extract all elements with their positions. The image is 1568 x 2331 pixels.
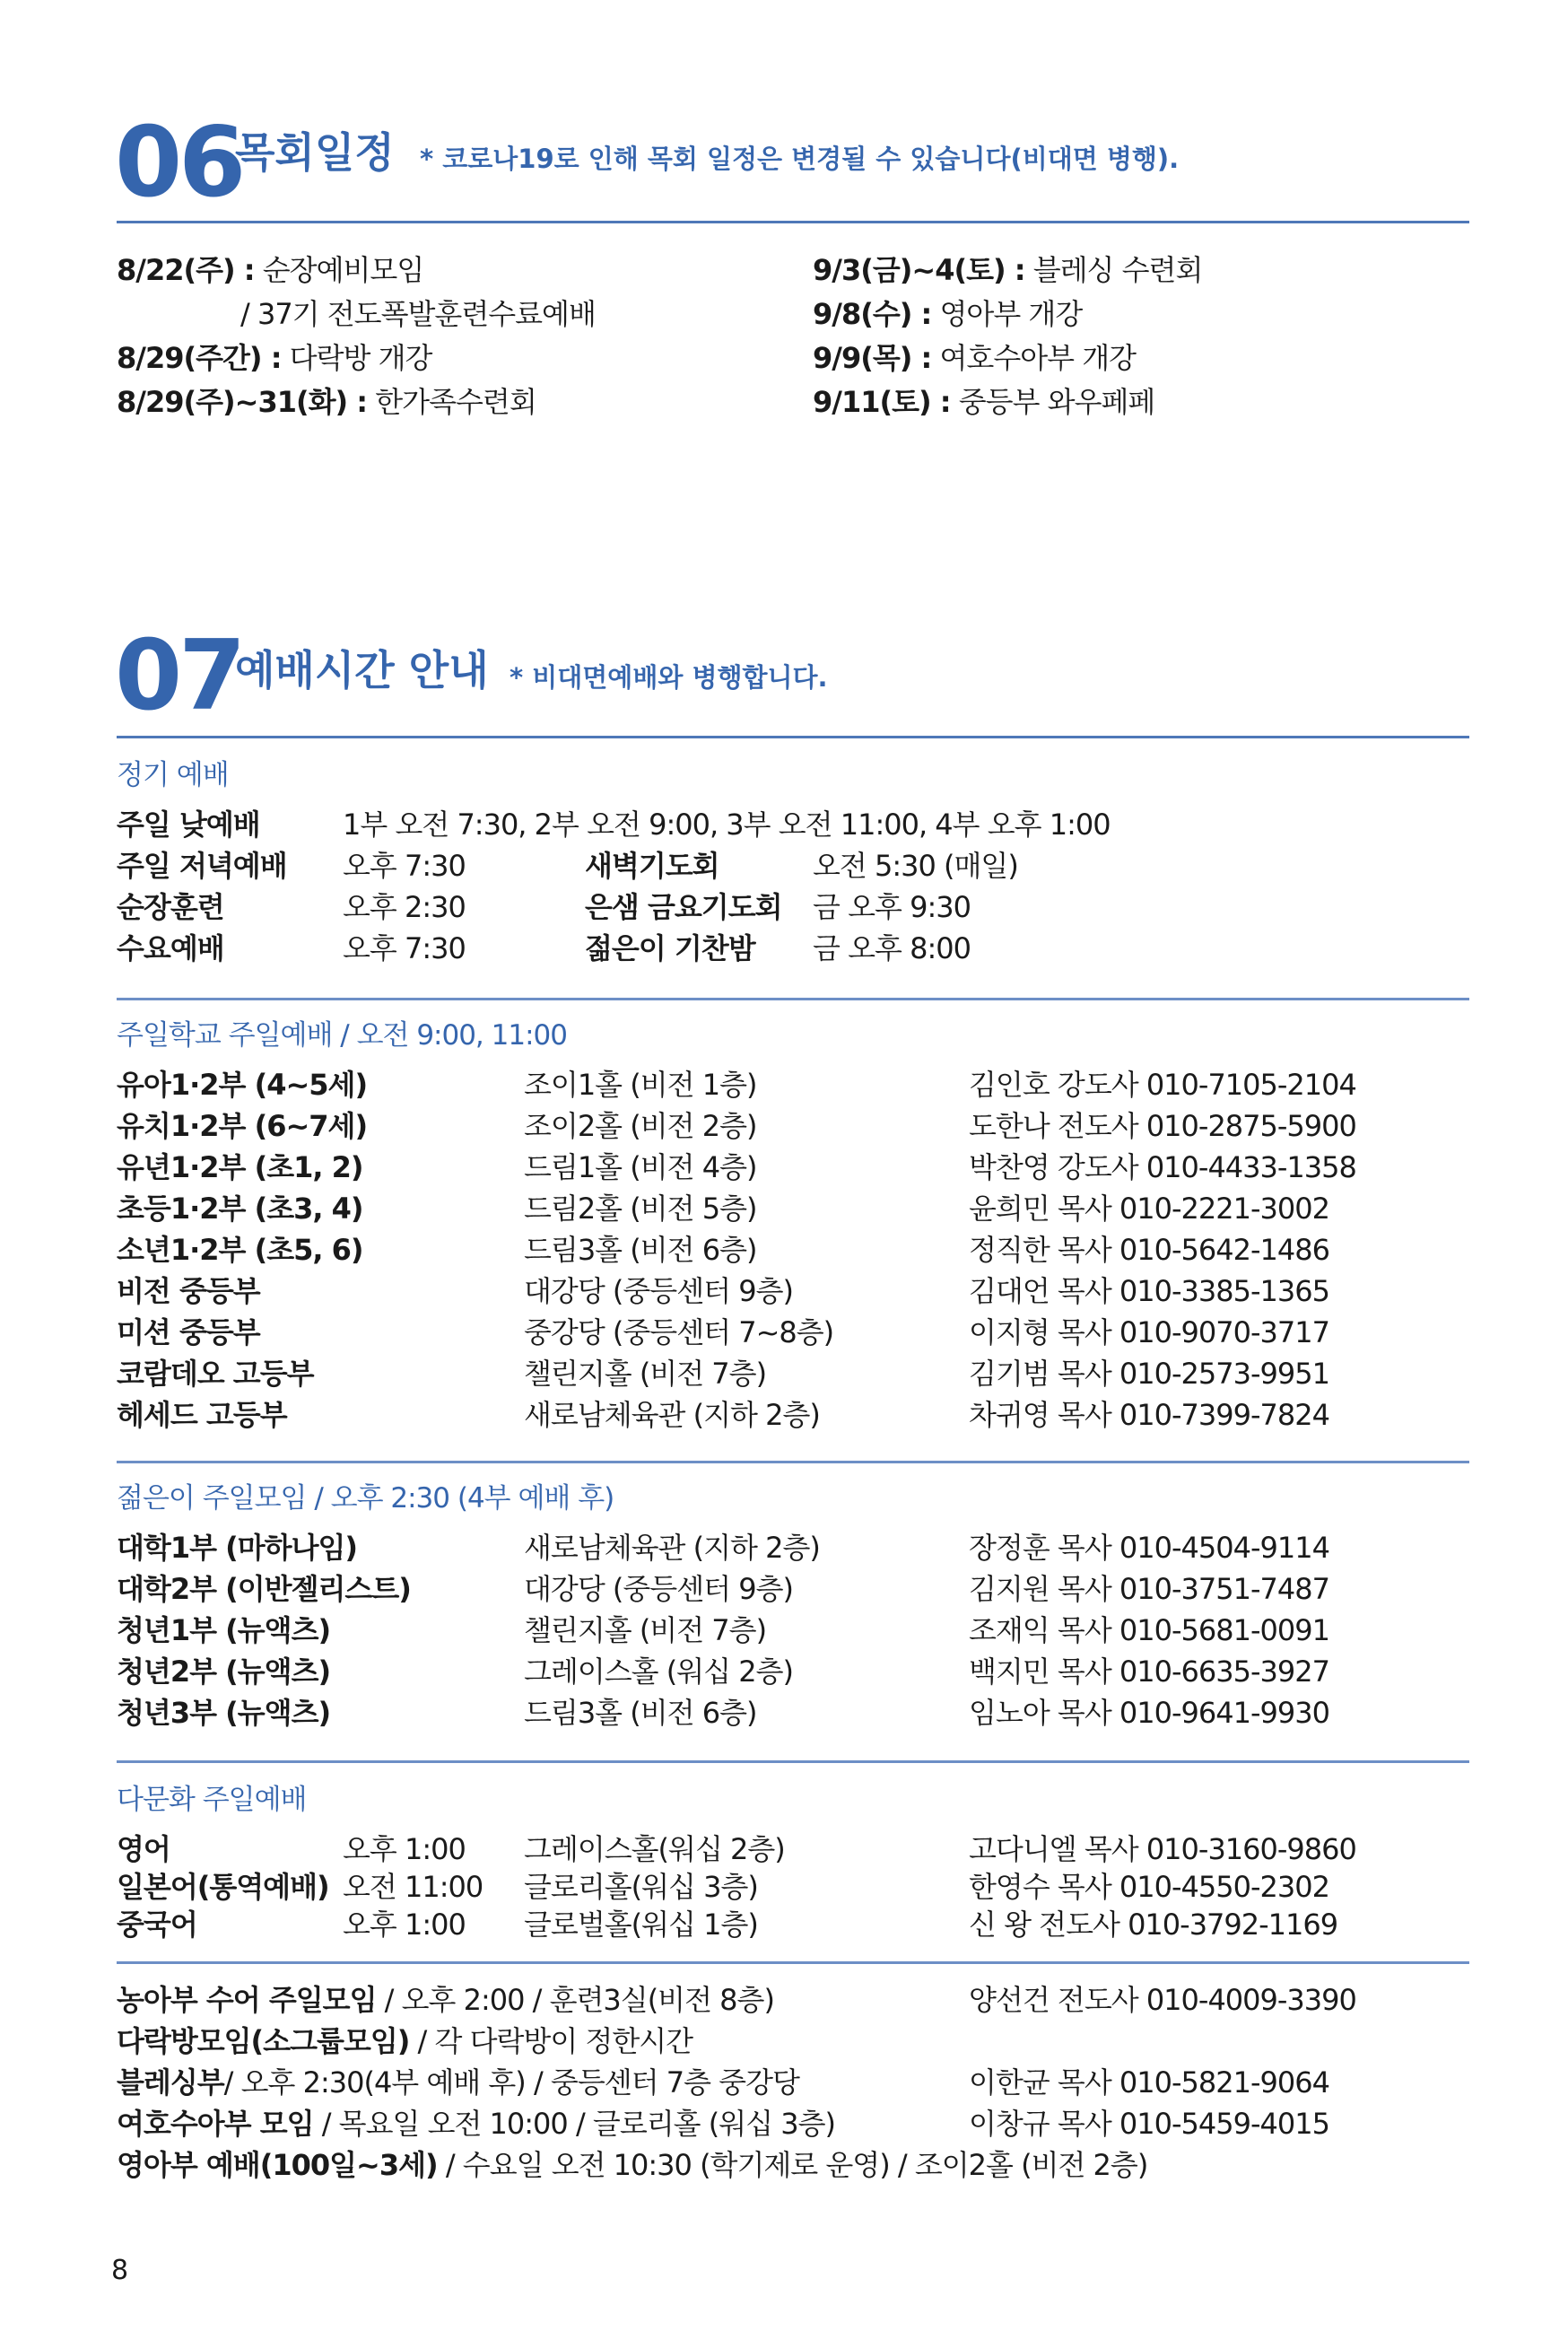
- meeting-place: 그레이스홀 (워십 2층): [524, 1654, 793, 1689]
- schedule-item: [813, 337, 1136, 379]
- section-07-divider: [117, 736, 1469, 738]
- schedule-text: 다락방 개강: [281, 341, 432, 375]
- sunday-school-heading: [117, 1012, 567, 1052]
- regular-worship-heading: 정기 예배: [117, 759, 229, 791]
- schedule-date: 8/29(주간) :: [117, 341, 282, 375]
- meeting-place: 조이2홀 (비전 2층): [524, 1109, 757, 1143]
- meeting-place: 글로리홀(워십 3층): [524, 1870, 758, 1904]
- schedule-text: 한가족수련회: [367, 385, 536, 419]
- schedule-date: 8/22(주) :: [117, 253, 255, 287]
- section-divider: [117, 1461, 1469, 1463]
- schedule-item: [240, 293, 596, 335]
- meeting-place: 조이1홀 (비전 1층): [524, 1068, 757, 1102]
- section-06-divider: [117, 221, 1469, 223]
- section-divider: [117, 1961, 1469, 1964]
- sunday-school-time: / 오전 9:00, 11:00: [332, 1019, 567, 1052]
- worship-time: 오후 1:00: [343, 1908, 466, 1942]
- worship-time: 오전 5:30 (매일): [813, 849, 1018, 883]
- schedule-text: / 37기 전도폭발훈련수료예배: [240, 297, 596, 331]
- contact-info: 임노아 목사 010-9641-9930: [969, 1696, 1329, 1730]
- contact-info: 이지형 목사 010-9070-3717: [969, 1315, 1329, 1349]
- other-meeting-item: [117, 1979, 774, 2021]
- department-name: 청년1부 (뉴액츠): [117, 1613, 331, 1647]
- meeting-place: 챌린지홀 (비전 7층): [524, 1613, 767, 1647]
- worship-name: 은샘 금요기도회: [585, 890, 782, 924]
- meeting-place: 글로벌홀(워십 1층): [524, 1908, 758, 1942]
- schedule-text: 순장예비모임: [254, 253, 424, 287]
- worship-time: 오후 7:30: [343, 931, 466, 965]
- meeting-place: 새로남체육관 (지하 2층): [524, 1531, 820, 1565]
- contact-info: 신 왕 전도사 010-3792-1169: [969, 1908, 1338, 1942]
- department-name: 비전 중등부: [117, 1274, 260, 1308]
- language-name: 영어: [117, 1832, 170, 1866]
- worship-name: 수요예배: [117, 931, 224, 965]
- schedule-item: [117, 249, 423, 291]
- department-name: 대학1부 (마하나임): [117, 1531, 358, 1565]
- contact-info: 도한나 전도사 010-2875-5900: [969, 1109, 1356, 1143]
- worship-time: 오후 1:00: [343, 1832, 466, 1866]
- meeting-detail: / 오후 2:30(4부 예배 후) / 중등센터 7층 중강당: [223, 2065, 799, 2100]
- meeting-place: 드림3홀 (비전 6층): [524, 1696, 757, 1730]
- multicultural-heading: 다문화 주일예배: [117, 1784, 307, 1816]
- department-name: 소년1·2부 (초5, 6): [117, 1233, 363, 1267]
- contact-info: 김인호 강도사 010-7105-2104: [969, 1068, 1356, 1102]
- department-name: 유년1·2부 (초1, 2): [117, 1150, 363, 1184]
- contact-info: 박찬영 강도사 010-4433-1358: [969, 1150, 1356, 1184]
- department-name: 초등1·2부 (초3, 4): [117, 1192, 363, 1226]
- other-meeting-item: [117, 2144, 1147, 2186]
- schedule-date: 9/11(토) :: [813, 385, 951, 419]
- schedule-date: 9/9(목) :: [813, 341, 932, 375]
- section-07-number: 07: [115, 620, 243, 732]
- meeting-name: 여호수아부 모임: [117, 2107, 314, 2141]
- contact-info: 고다니엘 목사 010-3160-9860: [969, 1832, 1356, 1866]
- contact-info: 김지원 목사 010-3751-7487: [969, 1572, 1329, 1606]
- contact-info: 장정훈 목사 010-4504-9114: [969, 1531, 1329, 1565]
- department-name: 유아1·2부 (4~5세): [117, 1068, 368, 1102]
- meeting-place: 중강당 (중등센터 7~8층): [524, 1315, 834, 1349]
- sunday-school-title: 주일학교 주일예배: [117, 1019, 333, 1052]
- contact-info: 정직한 목사 010-5642-1486: [969, 1233, 1329, 1267]
- language-name: 일본어(통역예배): [117, 1870, 329, 1904]
- schedule-item: [117, 381, 536, 423]
- other-meeting-item: [117, 2021, 693, 2062]
- section-06-title: 목회일정: [235, 128, 395, 177]
- schedule-text: 블레싱 수련회: [1024, 253, 1203, 287]
- schedule-item: [813, 249, 1202, 291]
- meeting-place: 드림3홀 (비전 6층): [524, 1233, 757, 1267]
- schedule-item: [813, 293, 1082, 335]
- contact-info: 백지민 목사 010-6635-3927: [969, 1654, 1329, 1689]
- meeting-detail: / 오후 2:00 / 훈련3실(비전 8층): [376, 1983, 774, 2017]
- youth-time: / 오후 2:30 (4부 예배 후): [306, 1482, 614, 1515]
- worship-name: 주일 저녁예배: [117, 849, 287, 883]
- schedule-text: 여호수아부 개강: [931, 341, 1137, 375]
- contact-info: 김대언 목사 010-3385-1365: [969, 1274, 1329, 1308]
- meeting-place: 챌린지홀 (비전 7층): [524, 1357, 767, 1391]
- department-name: 유치1·2부 (6~7세): [117, 1109, 368, 1143]
- department-name: 대학2부 (이반젤리스트): [117, 1572, 411, 1606]
- page-number: 8: [111, 2255, 128, 2286]
- worship-name: 주일 낮예배: [117, 808, 260, 842]
- meeting-detail: / 각 다락방이 정한시간: [409, 2024, 693, 2058]
- meeting-place: 드림1홀 (비전 4층): [524, 1150, 757, 1184]
- schedule-date: 9/3(금)~4(토) :: [813, 253, 1025, 287]
- contact-info: 한영수 목사 010-4550-2302: [969, 1870, 1329, 1904]
- section-07-title: 예배시간 안내: [235, 646, 489, 694]
- department-name: 청년2부 (뉴액츠): [117, 1654, 331, 1689]
- schedule-date: 9/8(수) :: [813, 297, 932, 331]
- department-name: 헤세드 고등부: [117, 1398, 287, 1432]
- language-name: 중국어: [117, 1908, 197, 1942]
- worship-time: 금 오후 9:30: [813, 890, 971, 924]
- schedule-item: [813, 381, 1154, 423]
- worship-time: 1부 오전 7:30, 2부 오전 9:00, 3부 오전 11:00, 4부 오후 1:00: [343, 808, 1111, 842]
- worship-name: 순장훈련: [117, 890, 224, 924]
- schedule-text: 중등부 와우페페: [950, 385, 1155, 419]
- worship-time: 오전 11:00: [343, 1870, 483, 1904]
- meeting-place: 대강당 (중등센터 9층): [524, 1274, 793, 1308]
- worship-time: 금 오후 8:00: [813, 931, 971, 965]
- worship-name: 젊은이 기찬밤: [585, 931, 755, 965]
- contact-info: 차귀영 목사 010-7399-7824: [969, 1398, 1329, 1432]
- section-07-note: * 비대면예배와 병행합니다.: [510, 662, 828, 693]
- contact-info: 양선건 전도사 010-4009-3390: [969, 1983, 1356, 2017]
- section-06-number: 06: [115, 107, 243, 219]
- department-name: 코람데오 고등부: [117, 1357, 314, 1391]
- other-meeting-item: [117, 2062, 799, 2103]
- department-name: 청년3부 (뉴액츠): [117, 1696, 331, 1730]
- department-name: 미션 중등부: [117, 1315, 260, 1349]
- section-divider: [117, 998, 1469, 1000]
- contact-info: 김기범 목사 010-2573-9951: [969, 1357, 1329, 1391]
- meeting-name: 다락방모임(소그룹모임): [117, 2024, 410, 2058]
- schedule-text: 영아부 개강: [931, 297, 1083, 331]
- youth-title: 젊은이 주일모임: [117, 1482, 307, 1515]
- other-meeting-item: [117, 2103, 835, 2144]
- worship-name: 새벽기도회: [585, 849, 719, 883]
- contact-info: 이창규 목사 010-5459-4015: [969, 2107, 1329, 2141]
- contact-info: 이한균 목사 010-5821-9064: [969, 2065, 1329, 2100]
- meeting-name: 농아부 수어 주일모임: [117, 1983, 377, 2017]
- meeting-place: 대강당 (중등센터 9층): [524, 1572, 793, 1606]
- meeting-place: 새로남체육관 (지하 2층): [524, 1398, 820, 1432]
- section-divider: [117, 1760, 1469, 1763]
- contact-info: 윤희민 목사 010-2221-3002: [969, 1192, 1329, 1226]
- meeting-detail: / 목요일 오전 10:00 / 글로리홀 (워십 3층): [313, 2107, 835, 2141]
- meeting-name: 영아부 예배(100일~3세): [117, 2148, 438, 2182]
- worship-time: 오후 7:30: [343, 849, 466, 883]
- meeting-place: 드림2홀 (비전 5층): [524, 1192, 757, 1226]
- meeting-name: 블레싱부: [117, 2065, 224, 2100]
- schedule-date: 8/29(주)~31(화) :: [117, 385, 368, 419]
- youth-heading: [117, 1475, 614, 1515]
- meeting-place: 그레이스홀(워십 2층): [524, 1832, 785, 1866]
- worship-time: 오후 2:30: [343, 890, 466, 924]
- meeting-detail: / 수요일 오전 10:30 (학기제로 운영) / 조이2홀 (비전 2층): [437, 2148, 1148, 2182]
- section-06-note: * 코로나19로 인해 목회 일정은 변경될 수 있습니다(비대면 병행).: [420, 144, 1180, 174]
- schedule-item: [117, 337, 431, 379]
- contact-info: 조재익 목사 010-5681-0091: [969, 1613, 1329, 1647]
